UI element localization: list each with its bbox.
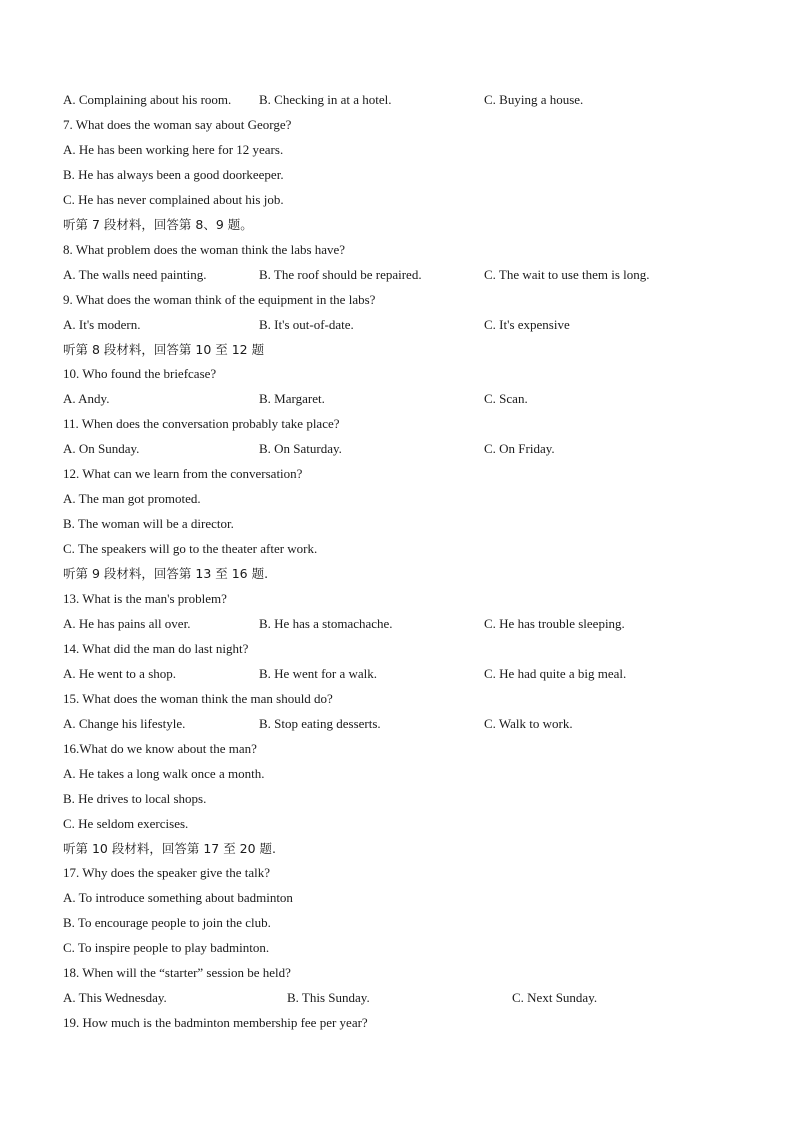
answer-option: B. On Saturday. [259, 441, 342, 456]
answer-option: C. Next Sunday. [512, 990, 598, 1005]
question-line: B. The woman will be a director. [63, 516, 234, 531]
answer-option: C. It's expensive [484, 317, 570, 332]
answer-option: B. It's out-of-date. [259, 317, 354, 332]
question-line: C. To inspire people to play badminton. [63, 940, 270, 955]
answer-option: C. Buying a house. [484, 92, 584, 107]
question-line: B. He drives to local shops. [63, 791, 207, 806]
answer-option: B. This Sunday. [287, 990, 370, 1005]
answer-option: B. Margaret. [259, 391, 325, 406]
question-line: 7. What does the woman say about George? [63, 117, 292, 132]
question-line: 14. What did the man do last night? [63, 641, 249, 656]
question-line: 13. What is the man's problem? [63, 591, 227, 606]
answer-option: A. He has pains all over. [63, 616, 191, 631]
question-line: 12. What can we learn from the conversation? [63, 466, 303, 481]
question-line: B. To encourage people to join the club. [63, 915, 271, 930]
answer-option: A. He went to a shop. [63, 666, 177, 681]
question-line: 15. What does the woman think the man should do? [63, 691, 333, 706]
question-line: 16.What do we know about the man? [63, 741, 257, 756]
answer-option: C. On Friday. [484, 441, 555, 456]
question-line: A. He has been working here for 12 years. [63, 142, 284, 157]
answer-option: A. On Sunday. [63, 441, 140, 456]
question-line: 10. Who found the briefcase? [63, 366, 217, 381]
question-line: 9. What does the woman think of the equipment in the labs? [63, 292, 376, 307]
question-line: C. The speakers will go to the theater after work. [63, 541, 318, 556]
answer-option: C. Scan. [484, 391, 528, 406]
answer-option: B. He has a stomachache. [259, 616, 393, 631]
answer-option: A. Andy. [63, 391, 110, 406]
answer-option: B. He went for a walk. [259, 666, 378, 681]
answer-option: A. Change his lifestyle. [63, 716, 186, 731]
question-line: B. He has always been a good doorkeeper. [63, 167, 284, 182]
answer-option: A. The walls need painting. [63, 267, 207, 282]
answer-option: B. The roof should be repaired. [259, 267, 422, 282]
answer-option: B. Stop eating desserts. [259, 716, 381, 731]
answer-option: B. Checking in at a hotel. [259, 92, 392, 107]
question-line: A. To introduce something about badminton [63, 890, 293, 905]
question-line: C. He has never complained about his job. [63, 192, 284, 207]
answer-option: C. He had quite a big meal. [484, 666, 627, 681]
question-line: 17. Why does the speaker give the talk? [63, 865, 270, 880]
answer-option: C. The wait to use them is long. [484, 267, 650, 282]
question-line: 8. What problem does the woman think the labs have? [63, 242, 346, 257]
answer-option: A. It's modern. [63, 317, 141, 332]
question-line: 19. How much is the badminton membership fee per year? [63, 1015, 368, 1030]
question-line: C. He seldom exercises. [63, 816, 189, 831]
answer-option: A. Complaining about his room. [63, 92, 232, 107]
question-line: 11. When does the conversation probably take place? [63, 416, 340, 431]
section-heading: 听第 10 段材料，回答第 17 至 20 题. [63, 841, 277, 856]
question-line: 18. When will the “starter” session be held? [63, 965, 291, 980]
section-heading: 听第 9 段材料，回答第 13 至 16 题. [63, 566, 269, 581]
question-line: A. He takes a long walk once a month. [63, 766, 265, 781]
answer-option: A. This Wednesday. [63, 990, 167, 1005]
question-line: A. The man got promoted. [63, 491, 201, 506]
answer-option: C. Walk to work. [484, 716, 573, 731]
section-heading: 听第 7 段材料，回答第 8、9 题。 [63, 217, 253, 232]
answer-option: C. He has trouble sleeping. [484, 616, 625, 631]
section-heading: 听第 8 段材料，回答第 10 至 12 题 [63, 342, 265, 357]
